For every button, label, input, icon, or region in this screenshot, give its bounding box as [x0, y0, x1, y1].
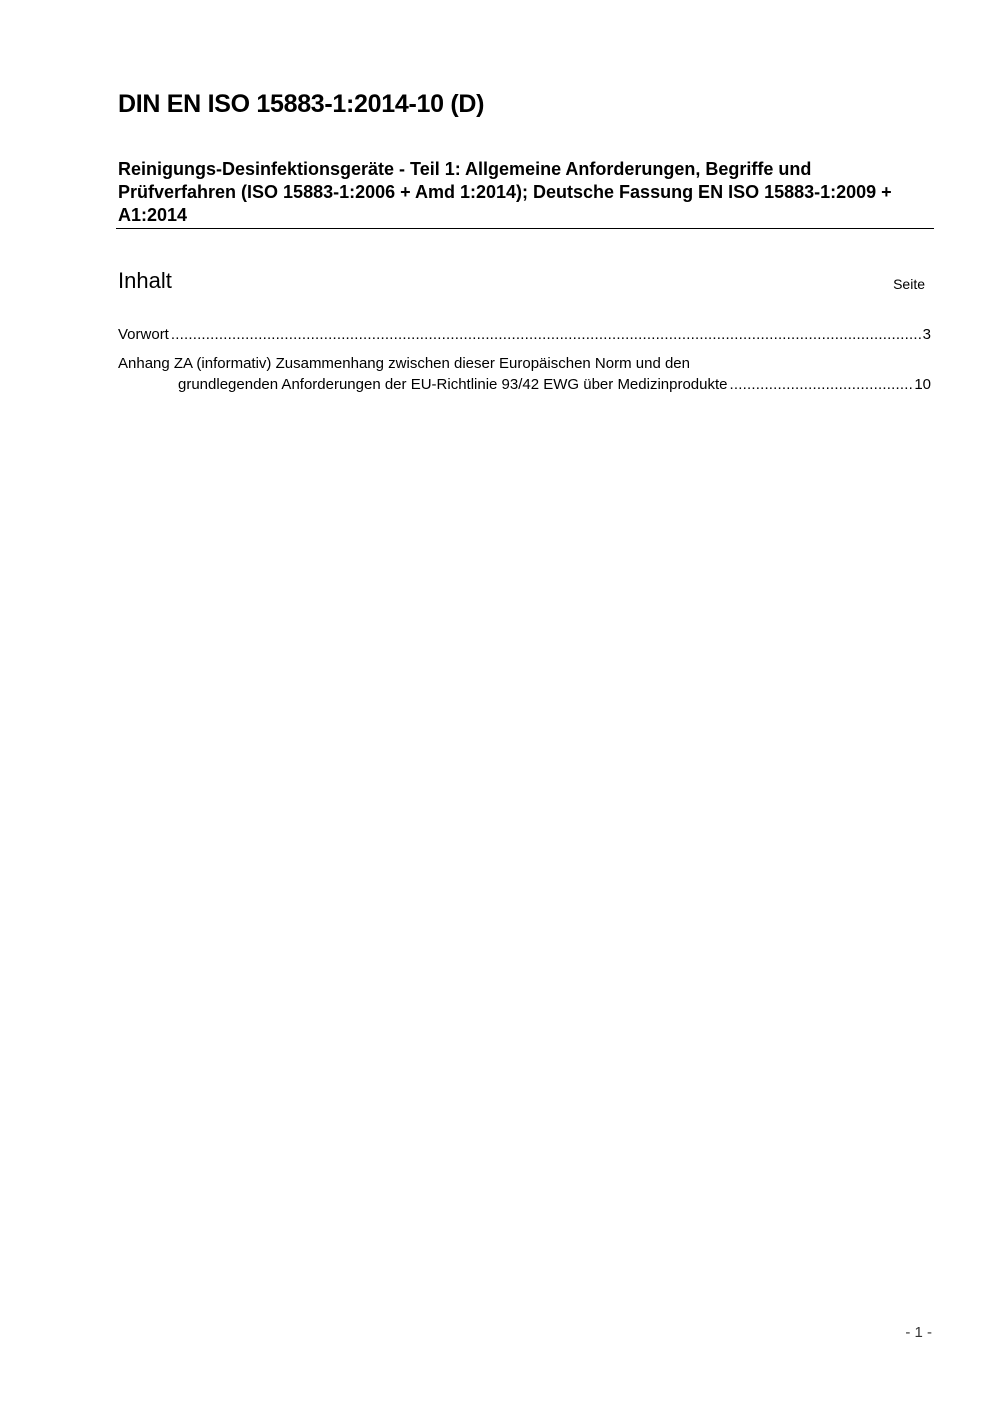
toc-heading: Inhalt	[118, 268, 172, 293]
toc-entry-vorwort[interactable]	[118, 324, 931, 345]
toc-page-column-label: Seite	[893, 276, 925, 292]
toc-leader-dots	[730, 374, 913, 395]
header-divider	[116, 228, 934, 229]
toc-entry-page: 10	[914, 376, 931, 393]
toc-entry-annex-za[interactable]	[118, 353, 931, 395]
toc-entry-title: Vorwort	[118, 326, 169, 343]
toc-entry-page: 3	[922, 326, 931, 343]
toc-annex-prefix: Anhang ZA	[118, 355, 193, 372]
document-subtitle: Reinigungs-Desinfektionsgeräte - Teil 1: Allgemeine Anforderungen, Begriffe und Prüfverfahren (ISO 15883-1:2006 + Amd 1:2014); Deutsche Fassung EN ISO 15883-1:2009 + A1:2014	[118, 159, 892, 225]
document-title: DIN EN ISO 15883-1:2014-10 (D)	[118, 90, 485, 118]
toc-annex-title-line1: Zusammenhang zwischen dieser Europäischen Norm und den	[275, 355, 690, 372]
toc-leader-dots	[171, 324, 921, 345]
toc-annex-note: (informativ)	[196, 355, 272, 372]
page-number: - 1 -	[905, 1324, 932, 1341]
toc-annex-title-line2: grundlegenden Anforderungen der EU-Richtlinie 93/42 EWG über Medizinprodukte	[178, 376, 728, 393]
